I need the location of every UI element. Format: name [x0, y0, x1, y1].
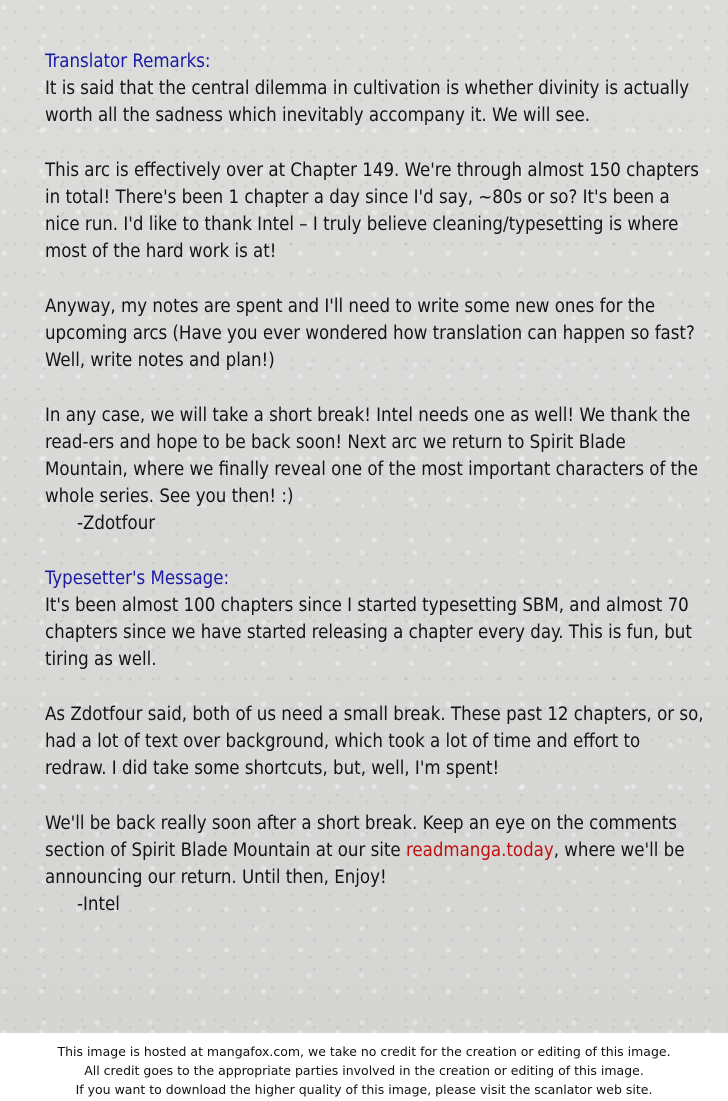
typesetter-paragraph-2: As Zdotfour said, both of us need a small break. These past 12 chapters, or so, had a lot of text over background, which took a lot of time and effort to redraw. I did take some shortcuts, but, well, I'm spent! [45, 703, 704, 780]
notice-line-1: This image is hosted at mangafox.com, we take no credit for the creation or editing of this image. [57, 1044, 671, 1059]
notice-line-3: If you want to download the higher quality of this image, please visit the scanlator web site. [75, 1082, 653, 1097]
typesetter-paragraph-3 [45, 810, 705, 892]
translator-heading: Translator Remarks: [45, 51, 211, 72]
translator-paragraph-2: This arc is effectively over at Chapter 149. We're through almost 150 chapters in total! There's been 1 chapter a day since I'd say, ~80s or so? It's been a nice run. I'd like to thank Intel – I truly believe cleaning/typesetting is where most of the hard work is at! [45, 159, 699, 263]
note-content [45, 48, 705, 918]
translator-signature: -Zdotfour [77, 513, 156, 535]
typesetter-signature: -Intel [77, 894, 120, 916]
translator-paragraph-1: It is said that the central dilemma in cultivation is whether divinity is actually worth all the sadness which inevitably accompany it. We will see. [45, 78, 690, 127]
hosting-notice [0, 1033, 728, 1101]
typesetter-text-before-link: We'll be back really soon after a short break. Keep an eye on the comments section of Spirit Blade Mountain at our site [45, 812, 677, 861]
translator-paragraph-4: In any case, we will take a short break! Intel needs one as well! We thank the read-ers and hope to be back soon! Next arc we return to Spirit Blade Mountain, where we finally reveal one of the most important characters of the whole series. See you then! :) [45, 404, 698, 508]
typesetter-text-after-link: , where we'll be announcing our return. Until then, Enjoy! [45, 839, 685, 888]
notice-line-2: All credit goes to the appropriate parties involved in the creation or editing of this image. [84, 1063, 644, 1078]
site-link[interactable]: readmanga.today [405, 839, 554, 861]
typesetter-heading: Typesetter's Message: [45, 567, 230, 589]
translator-paragraph-3: Anyway, my notes are spent and I'll need to write some new ones for the upcoming arcs (Have you ever wondered how translation can happen so fast? Well, write notes and plan!) [45, 295, 695, 372]
typesetter-paragraph-1: It's been almost 100 chapters since I started typesetting SBM, and almost 70 chapters since we have started releasing a chapter every day. This is fun, but tiring as well. [45, 595, 692, 671]
